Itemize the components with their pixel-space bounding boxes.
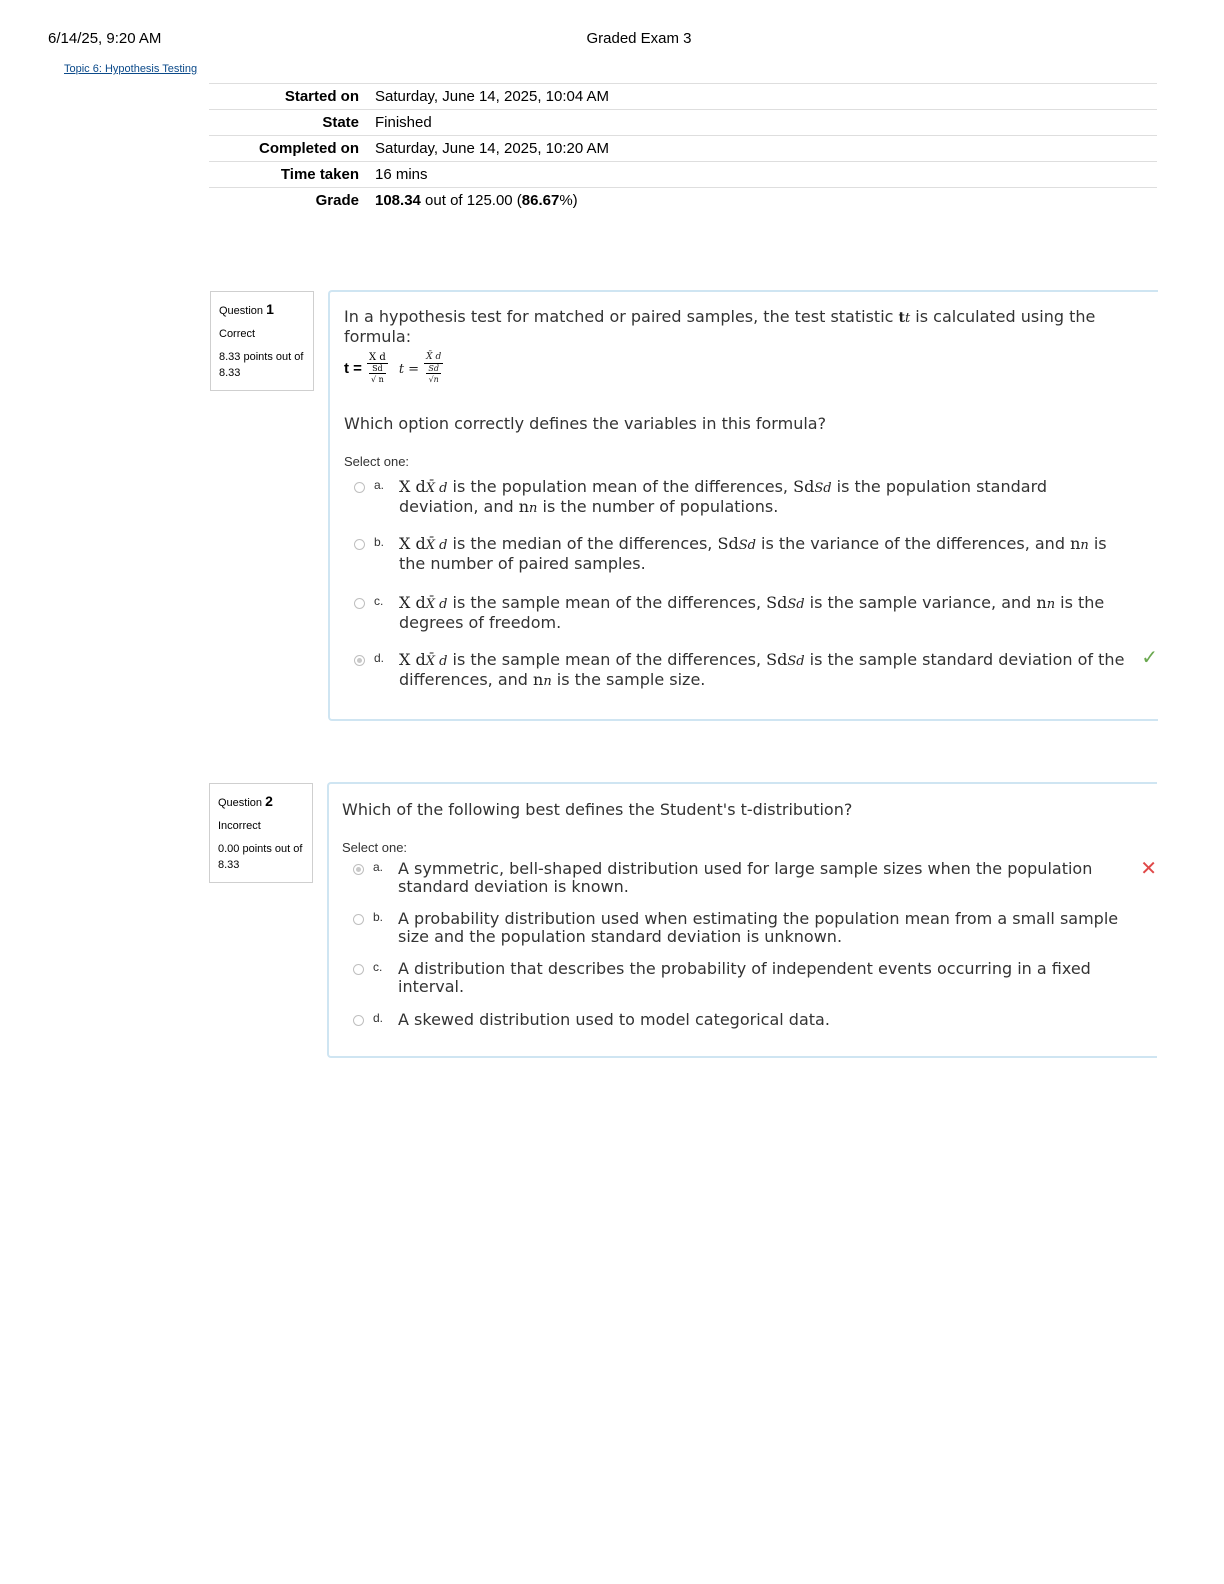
summary-value: Saturday, June 14, 2025, 10:20 AM bbox=[375, 139, 610, 157]
question-number: Question 1 bbox=[219, 301, 274, 317]
grade-value bbox=[375, 188, 1157, 216]
option-letter: c. bbox=[374, 594, 384, 608]
summary-label: Started on bbox=[284, 87, 359, 105]
radio-button[interactable] bbox=[353, 964, 364, 975]
radio-button[interactable] bbox=[353, 1015, 364, 1026]
summary-label: Time taken bbox=[280, 165, 359, 183]
answer-option-c[interactable] bbox=[343, 960, 1133, 1000]
question-state: Correct bbox=[219, 328, 256, 340]
radio-button[interactable] bbox=[354, 539, 365, 550]
option-text: A skewed distribution used to model categorical data. bbox=[398, 1010, 830, 1029]
radio-button[interactable] bbox=[353, 914, 364, 925]
question-number: Question 2 bbox=[218, 793, 273, 809]
answer-option-a[interactable] bbox=[343, 858, 1157, 900]
radio-button-selected[interactable] bbox=[354, 655, 365, 666]
option-text: A probability distribution used when estimating the population mean from a small sample size and the population standard deviation is unknown. bbox=[398, 909, 1119, 946]
question-2-content bbox=[327, 782, 1157, 1058]
question-prompt: Which of the following best defines the Student's t-distribution? bbox=[342, 800, 853, 819]
radio-button-selected[interactable] bbox=[353, 864, 364, 875]
radio-button[interactable] bbox=[354, 598, 365, 609]
summary-row bbox=[209, 162, 1157, 188]
question-state: Incorrect bbox=[218, 820, 261, 832]
question-1-content bbox=[328, 290, 1158, 721]
answer-option-b[interactable] bbox=[344, 535, 1134, 575]
incorrect-x-icon: ✕ bbox=[1140, 858, 1157, 880]
question-2-info bbox=[209, 783, 313, 883]
option-text: X dX̄ d is the median of the differences, SdSd is the variance of the differences, and nn is the number of paired samples. bbox=[399, 534, 1107, 573]
t-statistic-formula: t = X d Sd √ n t = X̄ d Sd √n bbox=[344, 352, 442, 384]
option-letter: a. bbox=[374, 478, 385, 492]
answer-option-b[interactable] bbox=[343, 910, 1133, 950]
summary-row-grade bbox=[209, 188, 1157, 216]
grade-end: %) bbox=[559, 191, 578, 209]
summary-row bbox=[209, 84, 1157, 110]
option-text: A distribution that describes the probability of independent events occurring in a fixed interval. bbox=[398, 959, 1091, 996]
question-text: In a hypothesis test for matched or paired samples, the test statistic tt is calculated using the formula: bbox=[344, 307, 1096, 346]
answer-option-d[interactable] bbox=[343, 1011, 1133, 1035]
question-prompt: Which option correctly defines the variables in this formula? bbox=[344, 414, 827, 433]
summary-label: State bbox=[322, 113, 359, 131]
print-datetime: 6/14/25, 9:20 AM bbox=[48, 30, 162, 47]
option-text: A symmetric, bell-shaped distribution used for large sample sizes when the population standard deviation is known. bbox=[398, 859, 1093, 896]
radio-button[interactable] bbox=[354, 482, 365, 493]
option-letter: a. bbox=[373, 860, 384, 874]
grade-percent: 86.67 bbox=[521, 191, 560, 209]
question-1-info bbox=[210, 291, 314, 391]
question-points: 8.33 points out of 8.33 bbox=[219, 350, 304, 379]
option-text: X dX̄ d is the sample mean of the differences, SdSd is the sample standard deviation of the differences, and nn is the sample size. bbox=[399, 650, 1125, 689]
answer-option-d[interactable] bbox=[344, 647, 1158, 691]
answer-option-a[interactable] bbox=[344, 478, 1134, 518]
summary-label: Completed on bbox=[259, 139, 359, 157]
summary-row bbox=[209, 136, 1157, 162]
page-title: Graded Exam 3 bbox=[586, 30, 692, 47]
option-text: X dX̄ d is the sample mean of the differences, SdSd is the sample variance, and nn is the degrees of freedom. bbox=[399, 593, 1105, 632]
grade-mid: out of 125.00 ( bbox=[420, 191, 522, 209]
summary-row bbox=[209, 110, 1157, 136]
option-letter: c. bbox=[373, 960, 383, 974]
option-letter: d. bbox=[374, 651, 385, 665]
option-text: X dX̄ d is the population mean of the differences, SdSd is the population standard deviation, and nn is the number of populations. bbox=[399, 477, 1048, 516]
option-letter: b. bbox=[374, 535, 385, 549]
select-one-label: Select one: bbox=[344, 454, 410, 469]
grade-score: 108.34 bbox=[375, 191, 421, 209]
option-letter: b. bbox=[373, 910, 384, 924]
attempt-summary bbox=[209, 83, 1157, 215]
summary-value: Finished bbox=[375, 113, 432, 131]
summary-value: 16 mins bbox=[375, 165, 428, 183]
breadcrumb-topic[interactable]: Topic 6: Hypothesis Testing bbox=[64, 63, 198, 75]
question-points: 0.00 points out of 8.33 bbox=[218, 842, 303, 871]
option-letter: d. bbox=[373, 1011, 384, 1025]
answer-option-c[interactable] bbox=[344, 594, 1134, 634]
summary-value: Saturday, June 14, 2025, 10:04 AM bbox=[375, 87, 610, 105]
grade-label: Grade bbox=[315, 191, 359, 209]
select-one-label: Select one: bbox=[342, 840, 408, 855]
correct-check-icon: ✓ bbox=[1141, 647, 1158, 669]
